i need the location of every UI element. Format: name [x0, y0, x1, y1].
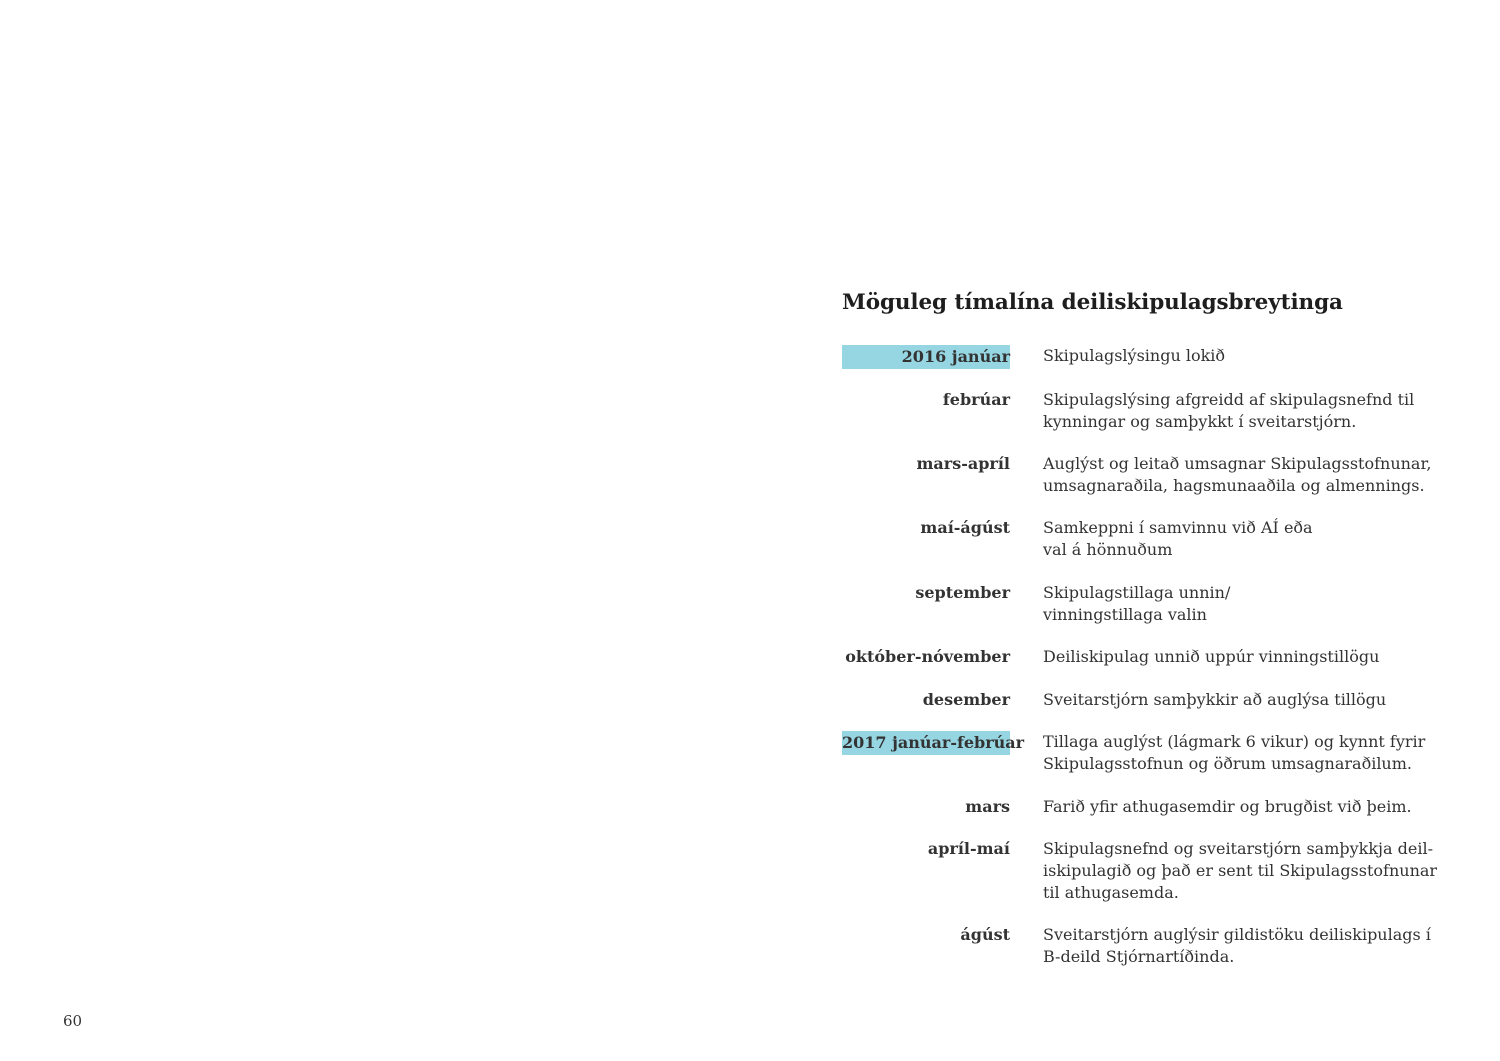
timeline-date: ágúst	[960, 925, 1010, 944]
timeline-description: Tillaga auglýst (lágmark 6 vikur) og kynnt fyrir Skipulagsstofnun og öðrum umsagnaraðilum.	[1043, 732, 1426, 773]
timeline-date: 2017 janúar-febrúar	[842, 731, 1010, 755]
timeline-description: Sveitarstjórn samþykkir að auglýsa tillögu	[1043, 690, 1387, 709]
timeline-date: mars	[965, 797, 1010, 816]
timeline-date: október-nóvember	[845, 647, 1010, 666]
timeline-description: Skipulagstillaga unnin/ vinningstillaga valin	[1043, 583, 1231, 624]
timeline-date: maí-ágúst	[920, 518, 1010, 537]
timeline-date: 2016 janúar	[842, 345, 1010, 369]
timeline-date: september	[915, 583, 1010, 602]
timeline-date: mars-apríl	[916, 454, 1010, 473]
timeline-date: febrúar	[942, 390, 1010, 409]
timeline-description: Sveitarstjórn auglýsir gildistöku deiliskipulags í B-deild Stjórnartíðinda.	[1043, 925, 1431, 966]
timeline-description: Skipulagslýsing afgreidd af skipulagsnefnd til kynningar og samþykkt í sveitarstjórn.	[1043, 390, 1415, 431]
timeline-description: Deiliskipulag unnið uppúr vinningstillögu	[1043, 647, 1380, 666]
timeline-description: Samkeppni í samvinnu við AÍ eða val á hönnuðum	[1043, 518, 1313, 559]
timeline-description: Auglýst og leitað umsagnar Skipulagsstofnunar, umsagnaraðila, hagsmunaaðila og almennings.	[1043, 454, 1432, 495]
timeline-description: Skipulagslýsingu lokið	[1043, 346, 1226, 365]
page-title: Möguleg tímalína deiliskipulagsbreytinga	[842, 290, 1343, 315]
timeline-date: apríl-maí	[927, 839, 1010, 858]
timeline-description: Skipulagsnefnd og sveitarstjórn samþykkja deil- iskipulagið og það er sent til Skipulagsstofnunar til athugasemda.	[1043, 839, 1438, 902]
timeline-description: Farið yfir athugasemdir og brugðist við þeim.	[1043, 797, 1412, 816]
page-number: 60	[63, 1012, 83, 1030]
timeline-date: desember	[922, 690, 1010, 709]
